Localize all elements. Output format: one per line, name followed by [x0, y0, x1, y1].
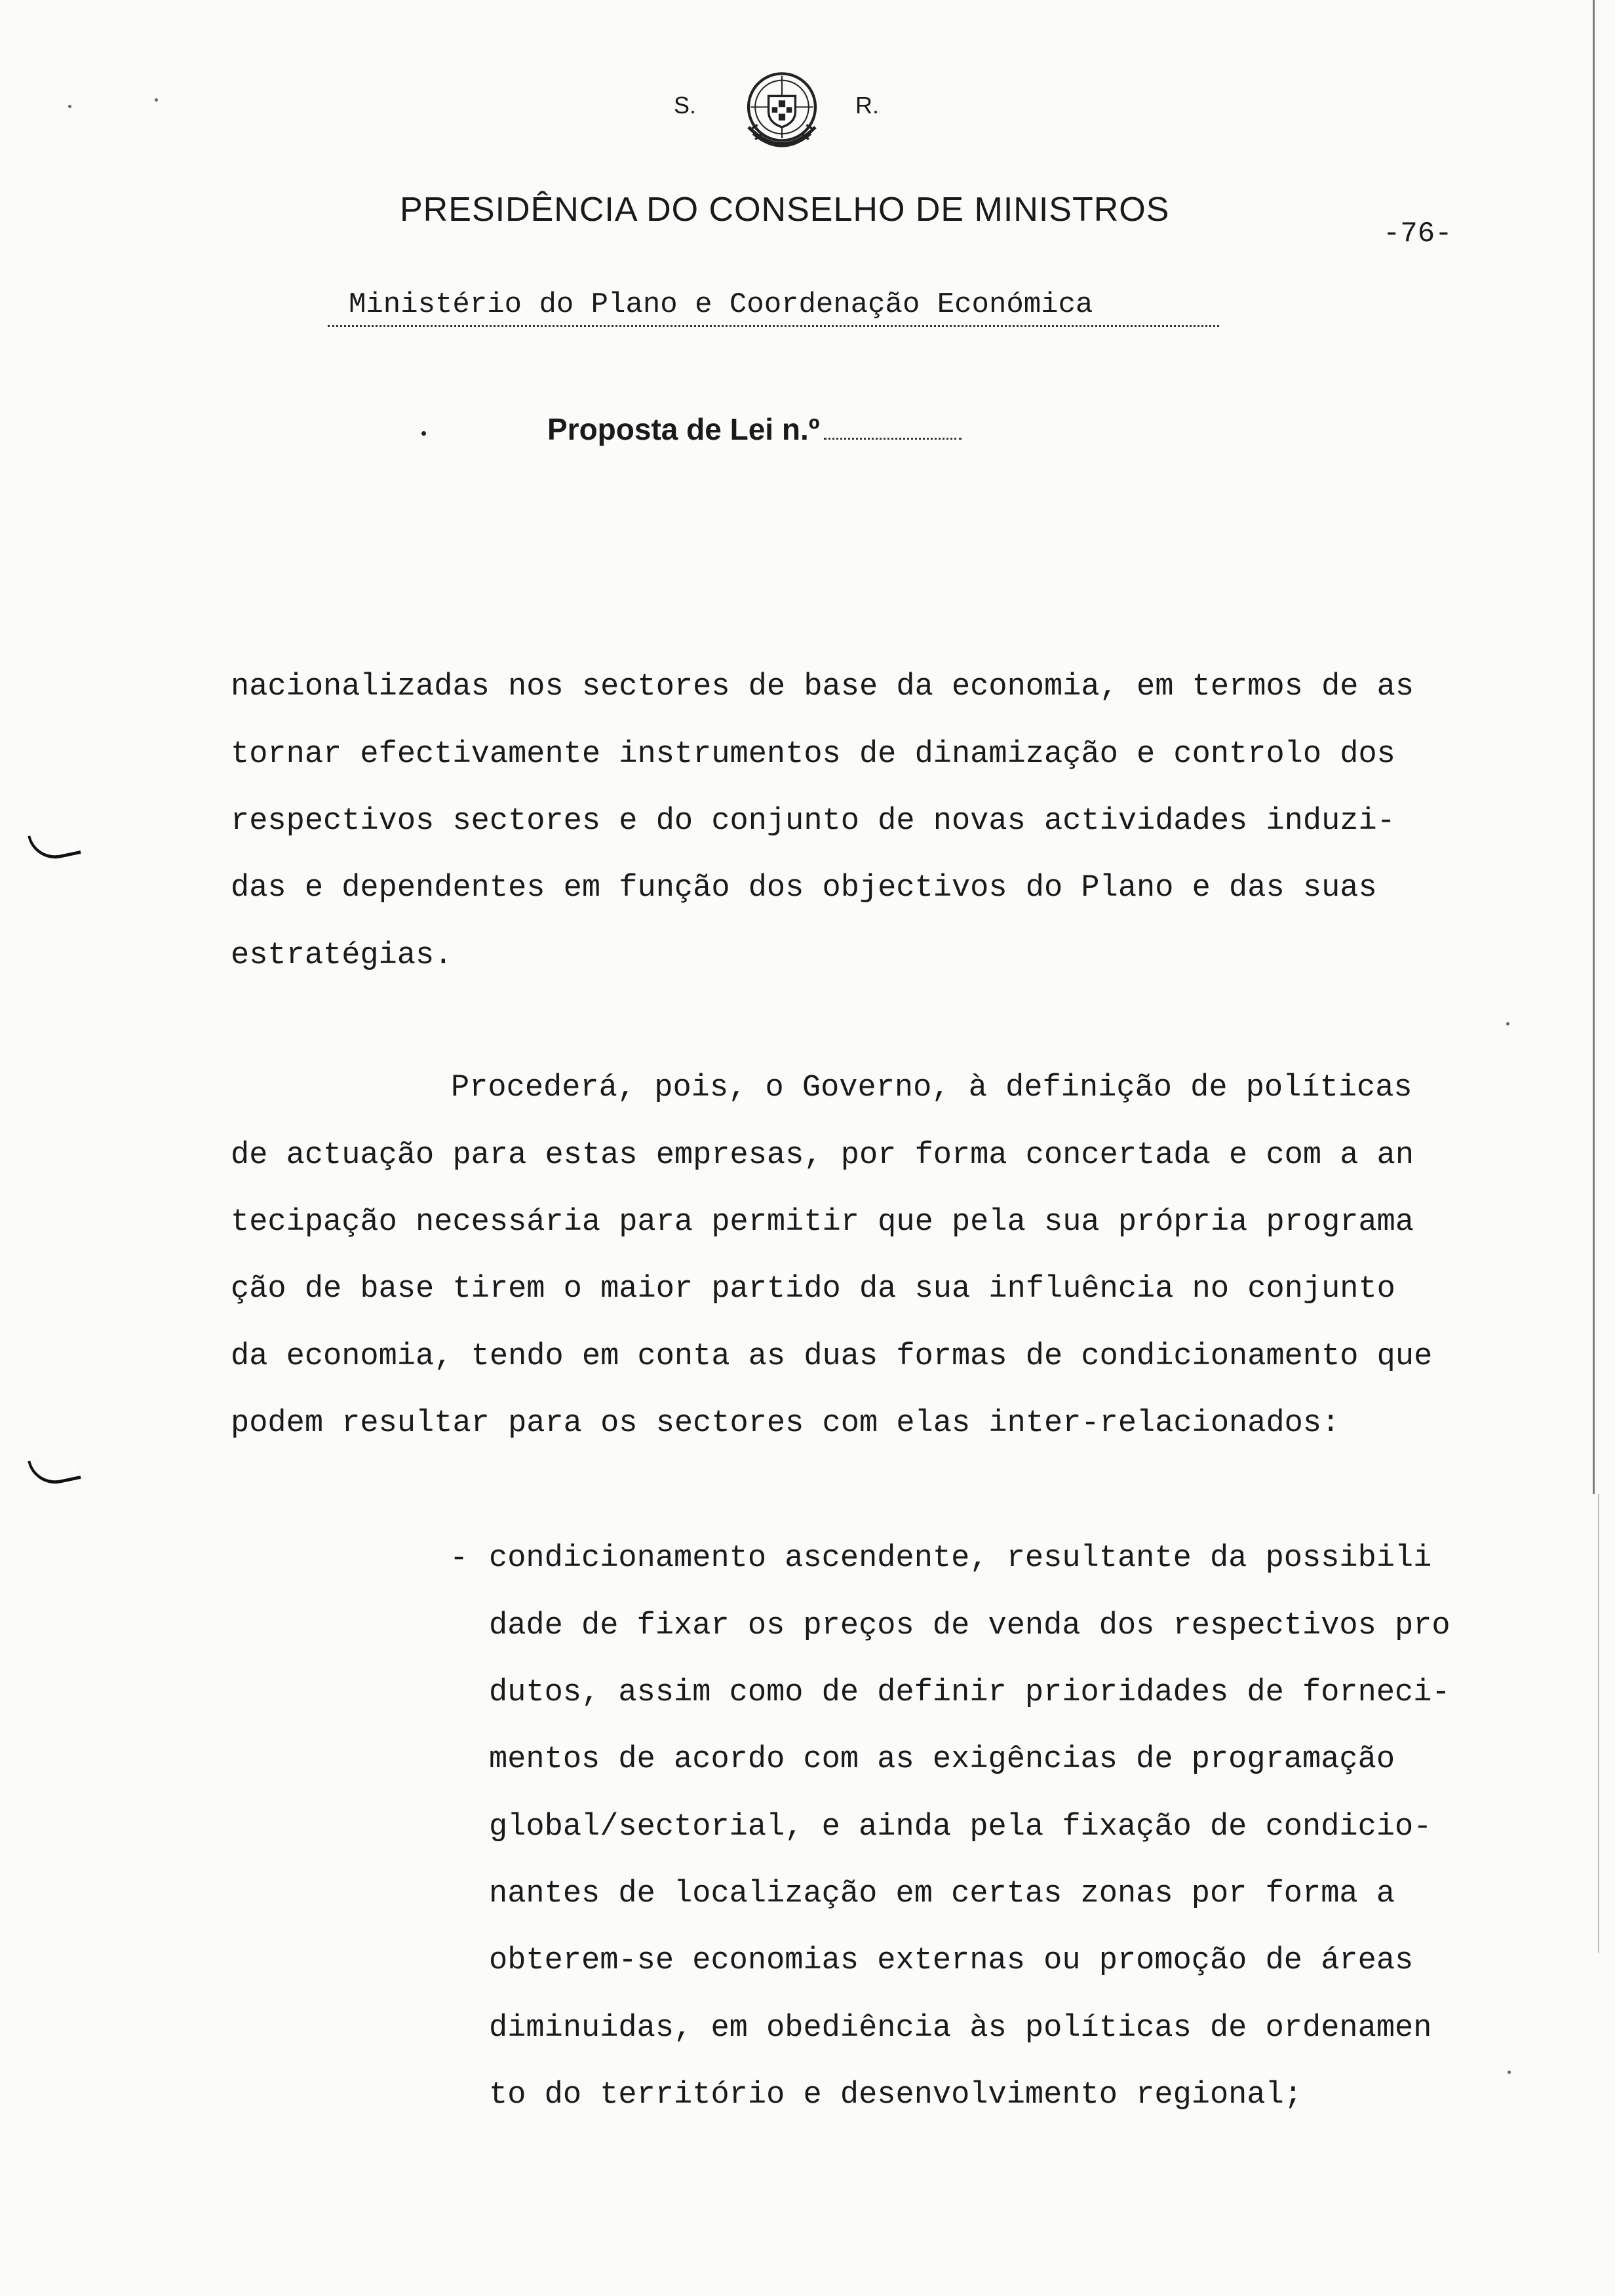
r-letter: R.	[855, 92, 879, 119]
bullet1-line: diminuidas, em obediência às políticas de ordenamen	[489, 2011, 1432, 2046]
paragraph1-line: respectivos sectores e do conjunto de novas actividades induzi-	[231, 804, 1395, 839]
scan-speck	[1508, 2071, 1511, 2074]
bullet1-line: mentos de acordo com as exigências de programação	[489, 1742, 1395, 1777]
bullet1-line: nantes de localização em certas zonas por forma a	[489, 1877, 1395, 1911]
proposta-number-blank	[824, 414, 962, 440]
bullet1-line: dutos, assim como de definir prioridades de forneci-	[489, 1675, 1450, 1710]
bullet-dot	[421, 431, 426, 436]
coat-of-arms-seal	[726, 60, 838, 172]
proposta-text: Proposta de Lei n.º	[547, 412, 820, 446]
proposta-label	[547, 411, 962, 447]
presidencia-heading: PRESIDÊNCIA DO CONSELHO DE MINISTROS	[400, 191, 1170, 229]
page-edge-line	[1593, 0, 1595, 1494]
paragraph2-line: de actuação para estas empresas, por forma concertada e com a an	[231, 1138, 1414, 1173]
paragraph1-line: nacionalizadas nos sectores de base da economia, em termos de as	[231, 670, 1414, 704]
scan-speck	[1506, 1022, 1509, 1025]
paragraph2-line: da economia, tendo em conta as duas formas de condicionamento que	[231, 1339, 1433, 1374]
bullet1-line: condicionamento ascendente, resultante da possibili	[489, 1541, 1432, 1576]
page-edge-line	[1598, 1494, 1599, 1953]
bullet1-line: dade de fixar os preços de venda dos respectivos pro	[489, 1609, 1450, 1643]
bullet-dash: -	[450, 1541, 469, 1576]
punch-hole-mark	[28, 1451, 81, 1489]
punch-hole-mark	[28, 826, 81, 864]
paragraph2-line: podem resultar para os sectores com elas inter-relacionados:	[231, 1406, 1340, 1441]
scan-speck	[68, 105, 71, 108]
bullet1-line: obterem-se economias externas ou promoção de áreas	[489, 1943, 1414, 1978]
scan-speck	[155, 98, 158, 102]
paragraph2-line: Procederá, pois, o Governo, à definição de políticas	[451, 1071, 1412, 1105]
paragraph2-line: ção de base tirem o maior partido da sua influência no conjunto	[231, 1272, 1395, 1307]
ministry-line: Ministério do Plano e Coordenação Económica	[328, 288, 1219, 327]
paragraph1-line: estratégias.	[231, 938, 453, 973]
s-letter: S.	[674, 92, 697, 119]
paragraph1-line: tornar efectivamente instrumentos de dinamização e controlo dos	[231, 737, 1395, 772]
paragraph2-line: tecipação necessária para permitir que pela sua própria programa	[231, 1205, 1414, 1240]
page-number: -76-	[1383, 218, 1452, 250]
bullet1-line: global/sectorial, e ainda pela fixação de condicio-	[489, 1810, 1432, 1845]
paragraph1-line: das e dependentes em função dos objectivos do Plano e das suas	[231, 871, 1377, 906]
bullet1-line: to do território e desenvolvimento regional;	[489, 2078, 1303, 2113]
